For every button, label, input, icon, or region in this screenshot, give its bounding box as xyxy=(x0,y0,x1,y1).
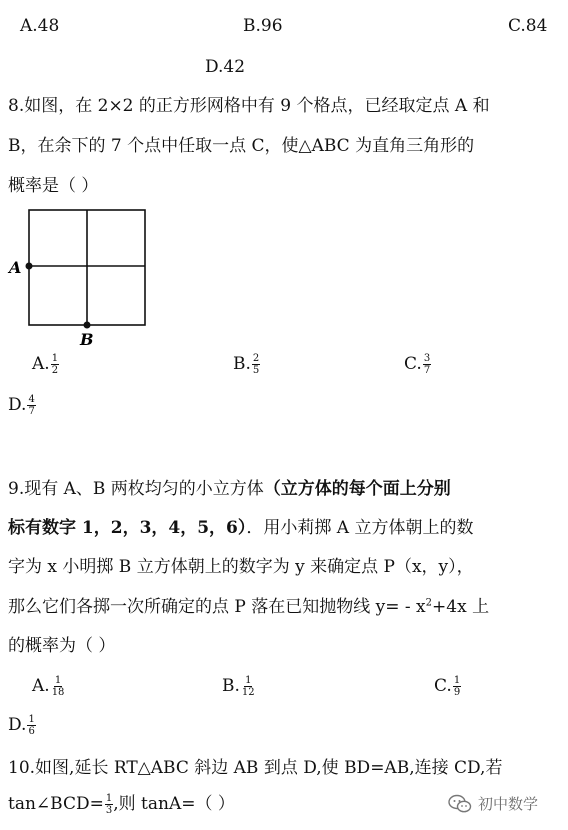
q9-option-d xyxy=(8,714,36,737)
q9-line-3: 字为 x 小明掷 B 立方体朝上的数字为 y 来确定点 P（x，y）， xyxy=(8,557,474,577)
wechat-icon xyxy=(448,794,472,814)
fraction xyxy=(51,675,66,698)
q8-option-a xyxy=(32,353,59,376)
q8-line-1: 8.如图，在 2×2 的正方形网格中有 9 个格点，已经取定点 A 和 xyxy=(8,96,490,116)
point-b-label: B xyxy=(80,330,94,349)
fraction xyxy=(453,675,461,698)
option-label: B. xyxy=(222,676,240,696)
q9-line-2 xyxy=(8,518,473,538)
q8-option-b xyxy=(233,353,260,376)
fraction xyxy=(27,394,35,417)
denominator: 18 xyxy=(51,687,65,698)
option-label: D. xyxy=(8,715,27,735)
q9-option-a xyxy=(32,675,65,698)
q8-option-d xyxy=(8,394,36,417)
option-label: C. xyxy=(404,354,422,374)
q9-line-2-bold: 标有数字 1，2，3，4，5，6） xyxy=(8,518,247,538)
point-b-dot xyxy=(84,322,91,329)
numerator: 3 xyxy=(423,353,431,364)
watermark xyxy=(448,793,538,814)
grid-svg xyxy=(6,200,156,350)
q7-option-d: D.42 xyxy=(205,57,246,77)
option-label: B. xyxy=(233,354,251,374)
denominator: 2 xyxy=(51,365,59,376)
denominator: 5 xyxy=(252,365,260,376)
numerator: 1 xyxy=(28,714,35,725)
q9-option-b xyxy=(222,675,256,698)
watermark-text: 初中数学 xyxy=(478,795,539,813)
q7-option-c: C.84 xyxy=(508,16,548,36)
numerator: 1 xyxy=(245,675,252,686)
point-a-dot xyxy=(26,263,33,270)
q9-line-5: 的概率为（ ） xyxy=(8,636,116,656)
fraction xyxy=(51,353,59,376)
q9-line-1-text: 9.现有 A、B 两枚均匀的小立方体 xyxy=(8,479,264,499)
q10-tan-bcd: tan∠BCD= xyxy=(8,794,104,814)
numerator: 4 xyxy=(28,394,35,405)
q9-line-4-tail: +4x 上 xyxy=(432,597,490,617)
option-label: D. xyxy=(8,395,27,415)
q10-line-1: 10.如图,延长 RT△ABC 斜边 AB 到点 D,使 BD=AB,连接 CD,若 xyxy=(8,758,503,778)
option-label: C. xyxy=(434,676,452,696)
fraction xyxy=(105,793,113,816)
point-a-label: A xyxy=(9,258,22,277)
fraction xyxy=(241,675,256,698)
fraction xyxy=(423,353,431,376)
denominator: 9 xyxy=(453,687,461,698)
q10-line-2 xyxy=(8,793,235,816)
numerator: 1 xyxy=(51,353,59,364)
denominator: 6 xyxy=(28,726,35,737)
option-label: A. xyxy=(32,354,50,374)
q9-line-2-text: ．用小莉掷 A 立方体朝上的数 xyxy=(246,518,474,538)
fraction xyxy=(252,353,260,376)
q7-option-b: B.96 xyxy=(243,16,283,36)
numerator: 1 xyxy=(105,793,113,804)
q9-option-c xyxy=(434,675,461,698)
q8-grid-figure xyxy=(6,200,156,350)
option-label: A. xyxy=(32,676,50,696)
q8-line-2: B，在余下的 7 个点中任取一点 C，使△ABC 为直角三角形的 xyxy=(8,136,475,156)
exponent: 2 xyxy=(425,597,433,609)
q9-line-4 xyxy=(8,597,489,617)
denominator: 7 xyxy=(28,406,35,417)
denominator: 12 xyxy=(241,687,255,698)
q8-option-c xyxy=(404,353,431,376)
q7-option-a: A.48 xyxy=(20,16,60,36)
denominator: 3 xyxy=(105,805,113,816)
denominator: 7 xyxy=(423,365,431,376)
fraction xyxy=(27,714,35,737)
numerator: 1 xyxy=(54,675,62,686)
q9-line-1 xyxy=(8,479,451,499)
q8-line-3: 概率是（ ） xyxy=(8,176,99,196)
q9-line-4-text: 那么它们各掷一次所确定的点 P 落在已知抛物线 y= - x xyxy=(8,597,426,617)
numerator: 1 xyxy=(453,675,461,686)
numerator: 2 xyxy=(252,353,260,364)
q10-tan-a: ,则 tanA=（ ） xyxy=(113,794,235,814)
q9-line-1-bold: （立方体的每个面上分别 xyxy=(263,479,451,499)
